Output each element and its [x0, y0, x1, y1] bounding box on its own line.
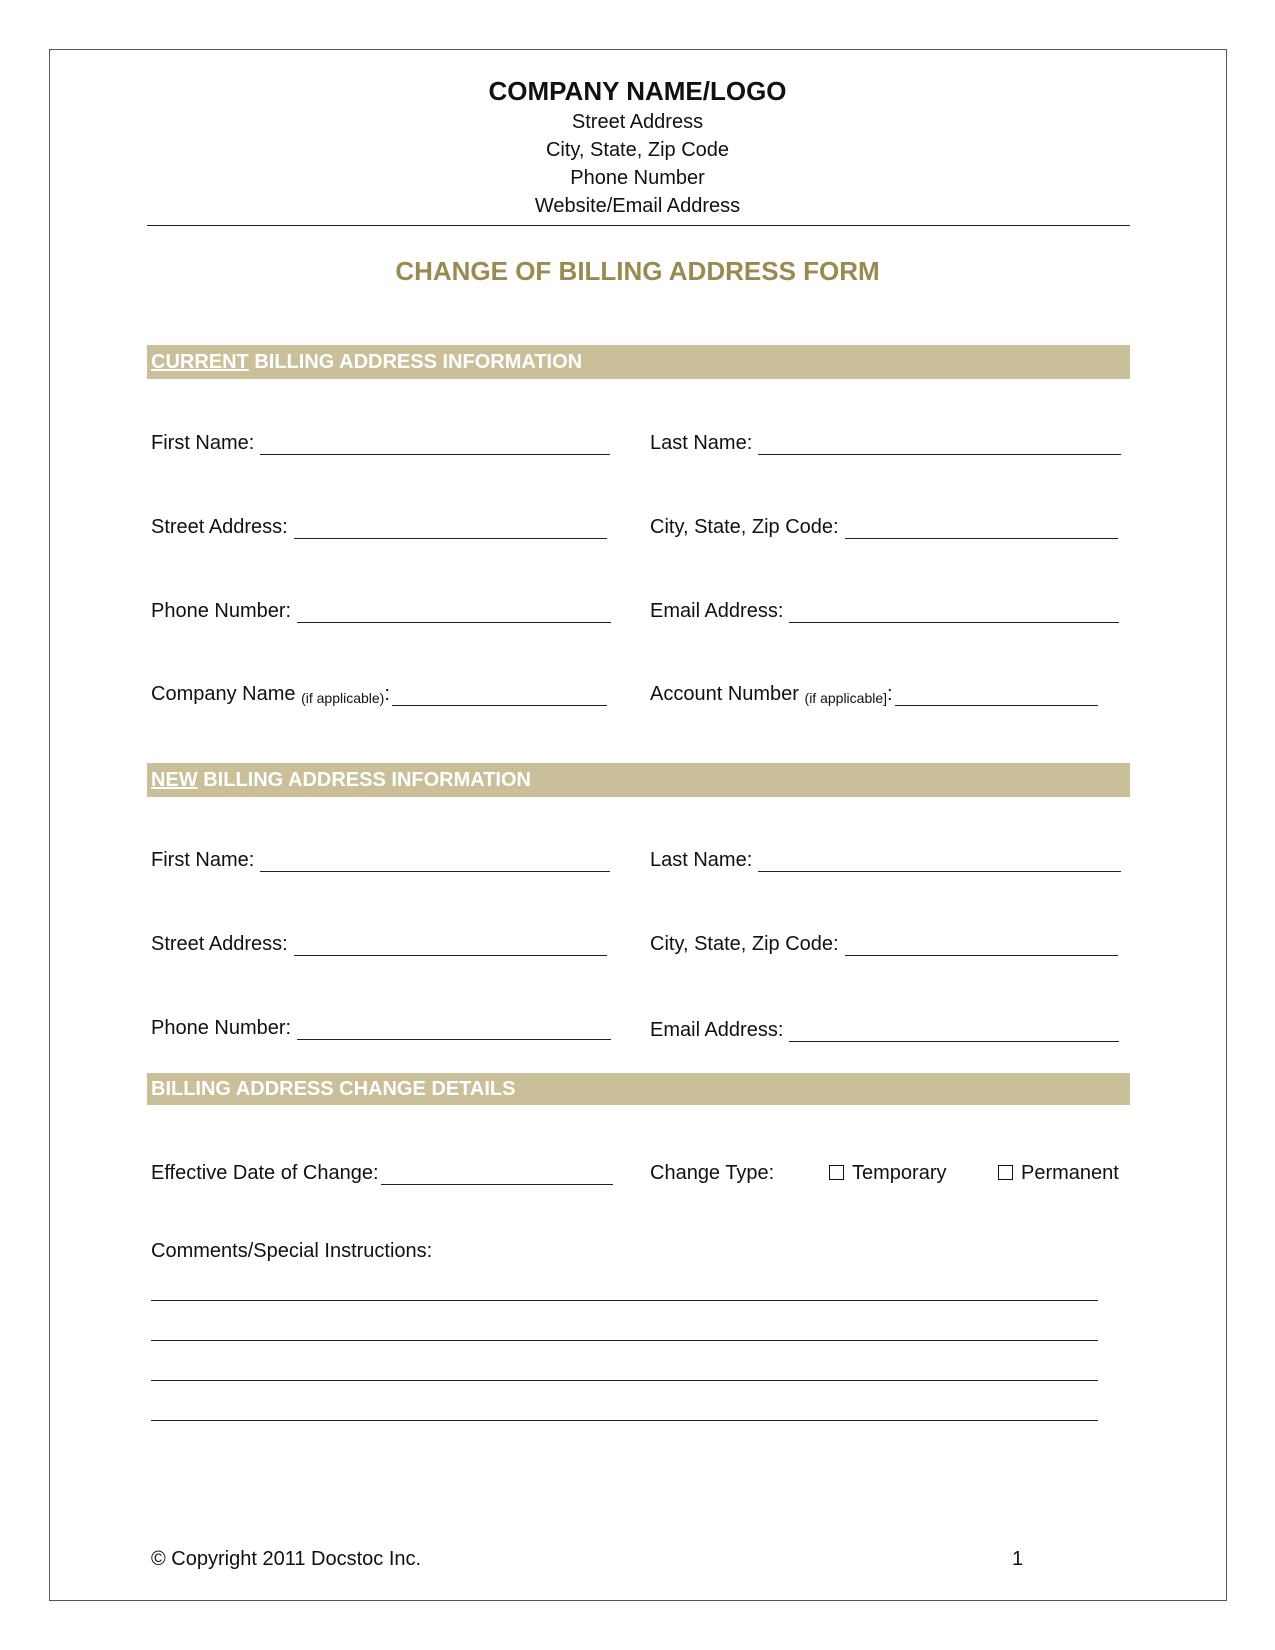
change-type-label: Change Type:	[650, 1162, 775, 1184]
current-email-field[interactable]	[650, 600, 1119, 623]
current-last-name-field[interactable]	[650, 432, 1121, 455]
new-last-name-label: Last Name:	[650, 849, 753, 871]
new-email-line[interactable]	[789, 1023, 1119, 1042]
new-first-name-line[interactable]	[260, 853, 610, 872]
company-city: City, State, Zip Code	[545, 139, 730, 161]
current-first-name-line[interactable]	[260, 436, 610, 455]
current-heading-lead: CURRENT	[151, 351, 249, 373]
new-city-field[interactable]	[650, 933, 1118, 956]
comment-line[interactable]	[151, 1340, 1098, 1341]
company-phone: Phone Number	[570, 167, 705, 189]
current-account-label: Account Number	[650, 683, 799, 705]
comments-label: Comments/Special Instructions:	[151, 1240, 433, 1262]
new-street-field[interactable]	[151, 933, 607, 956]
temporary-option[interactable]	[829, 1162, 946, 1185]
current-email-label: Email Address:	[650, 600, 784, 622]
copyright-text: © Copyright 2011 Docstoc Inc.	[151, 1548, 422, 1570]
permanent-checkbox[interactable]	[998, 1165, 1013, 1180]
current-section-header	[147, 345, 1130, 379]
new-city-label: City, State, Zip Code:	[650, 933, 839, 955]
effective-date-field[interactable]	[151, 1162, 613, 1185]
new-first-name-field[interactable]	[151, 849, 610, 872]
company-street: Street Address	[571, 111, 704, 133]
current-first-name-field[interactable]	[151, 432, 610, 455]
new-section-header	[147, 763, 1130, 797]
company-name: COMPANY NAME/LOGO	[488, 76, 787, 106]
current-phone-label: Phone Number:	[151, 600, 292, 622]
current-company-field[interactable]	[151, 683, 607, 706]
current-street-field[interactable]	[151, 516, 607, 539]
details-section-header	[147, 1073, 1130, 1105]
current-email-line[interactable]	[789, 604, 1119, 623]
current-last-name-line[interactable]	[758, 436, 1121, 455]
current-city-label: City, State, Zip Code:	[650, 516, 839, 538]
current-account-colon: :	[887, 683, 893, 705]
current-company-note: (if applicable)	[301, 690, 385, 706]
new-first-name-label: First Name:	[151, 849, 255, 871]
header-divider	[147, 225, 1130, 226]
page-number: 1	[1012, 1548, 1024, 1570]
current-phone-line[interactable]	[297, 604, 611, 623]
new-last-name-line[interactable]	[758, 853, 1121, 872]
permanent-label: Permanent	[1021, 1162, 1119, 1184]
new-phone-field[interactable]	[151, 1017, 611, 1040]
current-account-line[interactable]	[895, 687, 1098, 706]
comment-line[interactable]	[151, 1420, 1098, 1421]
new-email-field[interactable]	[650, 1019, 1119, 1042]
current-first-name-label: First Name:	[151, 432, 255, 454]
current-street-label: Street Address:	[151, 516, 288, 538]
current-city-line[interactable]	[845, 520, 1118, 539]
new-phone-label: Phone Number:	[151, 1017, 292, 1039]
current-city-field[interactable]	[650, 516, 1118, 539]
current-heading-rest: BILLING ADDRESS INFORMATION	[248, 351, 583, 373]
current-street-line[interactable]	[294, 520, 607, 539]
new-street-line[interactable]	[294, 937, 607, 956]
new-phone-line[interactable]	[297, 1021, 611, 1040]
current-last-name-label: Last Name:	[650, 432, 753, 454]
new-heading-rest: BILLING ADDRESS INFORMATION	[197, 769, 531, 791]
comment-line[interactable]	[151, 1380, 1098, 1381]
form-title: CHANGE OF BILLING ADDRESS FORM	[395, 256, 880, 286]
new-heading-lead: NEW	[151, 769, 198, 791]
current-company-colon: :	[384, 683, 390, 705]
comment-line[interactable]	[151, 1300, 1098, 1301]
current-company-label: Company Name	[151, 683, 296, 705]
new-last-name-field[interactable]	[650, 849, 1121, 872]
temporary-label: Temporary	[852, 1162, 947, 1184]
current-account-note: (if applicable]	[804, 690, 888, 706]
effective-date-line[interactable]	[381, 1166, 613, 1185]
current-company-line[interactable]	[392, 687, 607, 706]
permanent-option[interactable]	[998, 1162, 1119, 1185]
new-street-label: Street Address:	[151, 933, 288, 955]
current-phone-field[interactable]	[151, 600, 611, 623]
new-email-label: Email Address:	[650, 1019, 784, 1041]
effective-date-label: Effective Date of Change:	[151, 1162, 379, 1184]
current-account-field[interactable]	[650, 683, 1098, 706]
details-heading: BILLING ADDRESS CHANGE DETAILS	[151, 1078, 516, 1100]
new-city-line[interactable]	[845, 937, 1118, 956]
temporary-checkbox[interactable]	[829, 1165, 844, 1180]
company-website: Website/Email Address	[534, 195, 741, 217]
